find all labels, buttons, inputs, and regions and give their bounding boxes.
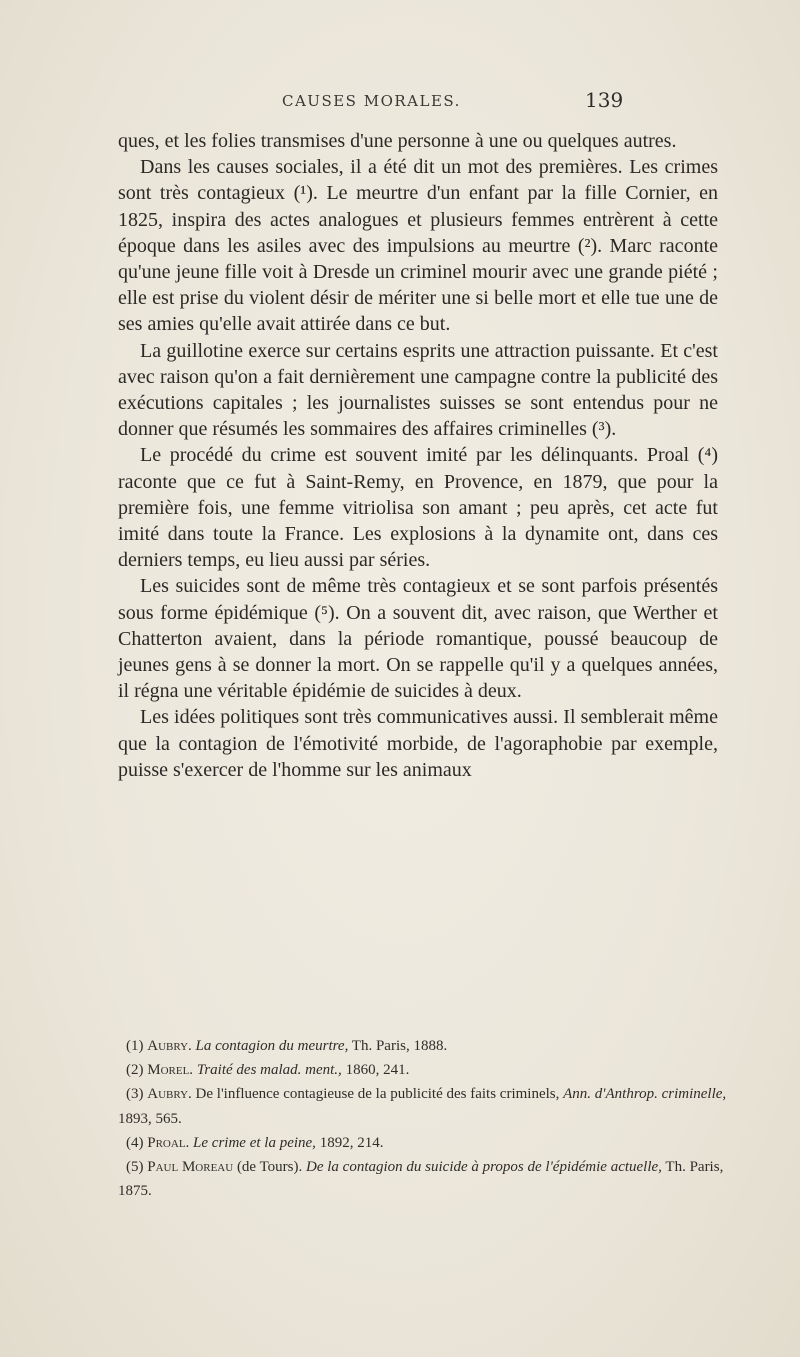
paragraph: ques, et les folies transmises d'une personne à une ou quelques autres. [118, 130, 677, 152]
footnote-details: 1892, 214. [315, 1134, 384, 1151]
footnote-author: Aubry. [147, 1086, 192, 1103]
footnote-author: Aubry. [147, 1038, 192, 1054]
paragraph: Le procédé du crime est souvent imité par les délinquants. Proal (⁴) raconte que ce fut à Saint-Remy, en Provence, en 1879, que pour la première fois, une femme vitriolisa son amant ; peu après, cet acte fut imité dans toute la France. Les explosions à la dynamite ont, dans ces derniers temps, eu lieu aussi par séries. [118, 444, 718, 572]
footnote-number: (3) [126, 1086, 144, 1103]
footnote-details: Th. Paris, 1875. [118, 1159, 724, 1200]
running-head: CAUSES MORALES. [282, 92, 461, 110]
footnote-title: De la contagion du suicide à propos de l'épidémie actuelle, [306, 1159, 662, 1176]
footnote [118, 1058, 738, 1082]
footnote-text: (de Tours). [236, 1159, 303, 1176]
footnote [118, 1131, 738, 1155]
footnotes [118, 1034, 738, 1203]
footnote-number: (4) [126, 1134, 144, 1151]
footnote-details: 1893, 565. [118, 1110, 182, 1127]
page-header [0, 88, 800, 118]
paragraph: Les suicides sont de même très contagieux et se sont parfois présentés sous forme épidémique (⁵). On a souvent dit, avec raison, que Werther et Chatterton avaient, dans la période romantique, poussé beaucoup de jeunes gens à se donner la mort. On se rappelle qu'il y a quelques années, il régna une véritable épidémie de suicides à deux. [118, 575, 718, 703]
footnote-details: Th. Paris, 1888. [348, 1038, 448, 1054]
footnote-author: Paul Moreau [147, 1159, 234, 1176]
footnote-details: 1860, 241. [341, 1062, 410, 1079]
paragraph: Les idées politiques sont très communicatives aussi. Il semblerait même que la contagion de l'émotivité morbide, de l'agoraphobie par exemple, puisse s'exercer de l'homme sur les animaux [118, 706, 718, 781]
footnote-number: (1) [126, 1038, 144, 1054]
footnote-number: (2) [126, 1062, 144, 1079]
footnote-title: La contagion du meurtre, [195, 1038, 349, 1054]
footnote-text: De l'influence contagieuse de la publicité des faits criminels, [195, 1086, 560, 1103]
paragraph: La guillotine exerce sur certains esprits une attraction puissante. Et c'est avec raison qu'on a fait dernièrement une campagne contre la publicité des exécutions capitales ; les journalistes suisses se sont entendus pour ne donner que résumés les sommaires des affaires criminelles (³). [118, 339, 718, 441]
footnote [118, 1082, 738, 1130]
footnote-title: Traité des malad. ment., [196, 1062, 342, 1079]
main-text [118, 128, 718, 783]
footnote-title: Ann. d'Anthrop. criminelle, [563, 1086, 727, 1103]
footnote [118, 1034, 738, 1058]
paragraph: Dans les causes sociales, il a été dit un mot des premières. Les crimes sont très contagieux (¹). Le meurtre d'un enfant par la fille Cornier, en 1825, inspira des actes analogues et plusieurs femmes entrèrent à cette époque dans les asiles avec des impulsions au meurtre (²). Marc raconte qu'une jeune fille voit à Dresde un criminel mourir avec une grande piété ; elle est prise du violent désir de mériter une si belle mort et elle tue une de ses amies qu'elle avait attirée dans ce but. [118, 156, 718, 336]
footnote-author: Morel. [147, 1062, 194, 1079]
footnote [118, 1155, 738, 1203]
footnote-number: (5) [126, 1159, 144, 1176]
footnote-author: Proal. [147, 1134, 190, 1151]
page-number: 139 [585, 88, 624, 112]
footnote-title: Le crime et la peine, [193, 1134, 316, 1151]
